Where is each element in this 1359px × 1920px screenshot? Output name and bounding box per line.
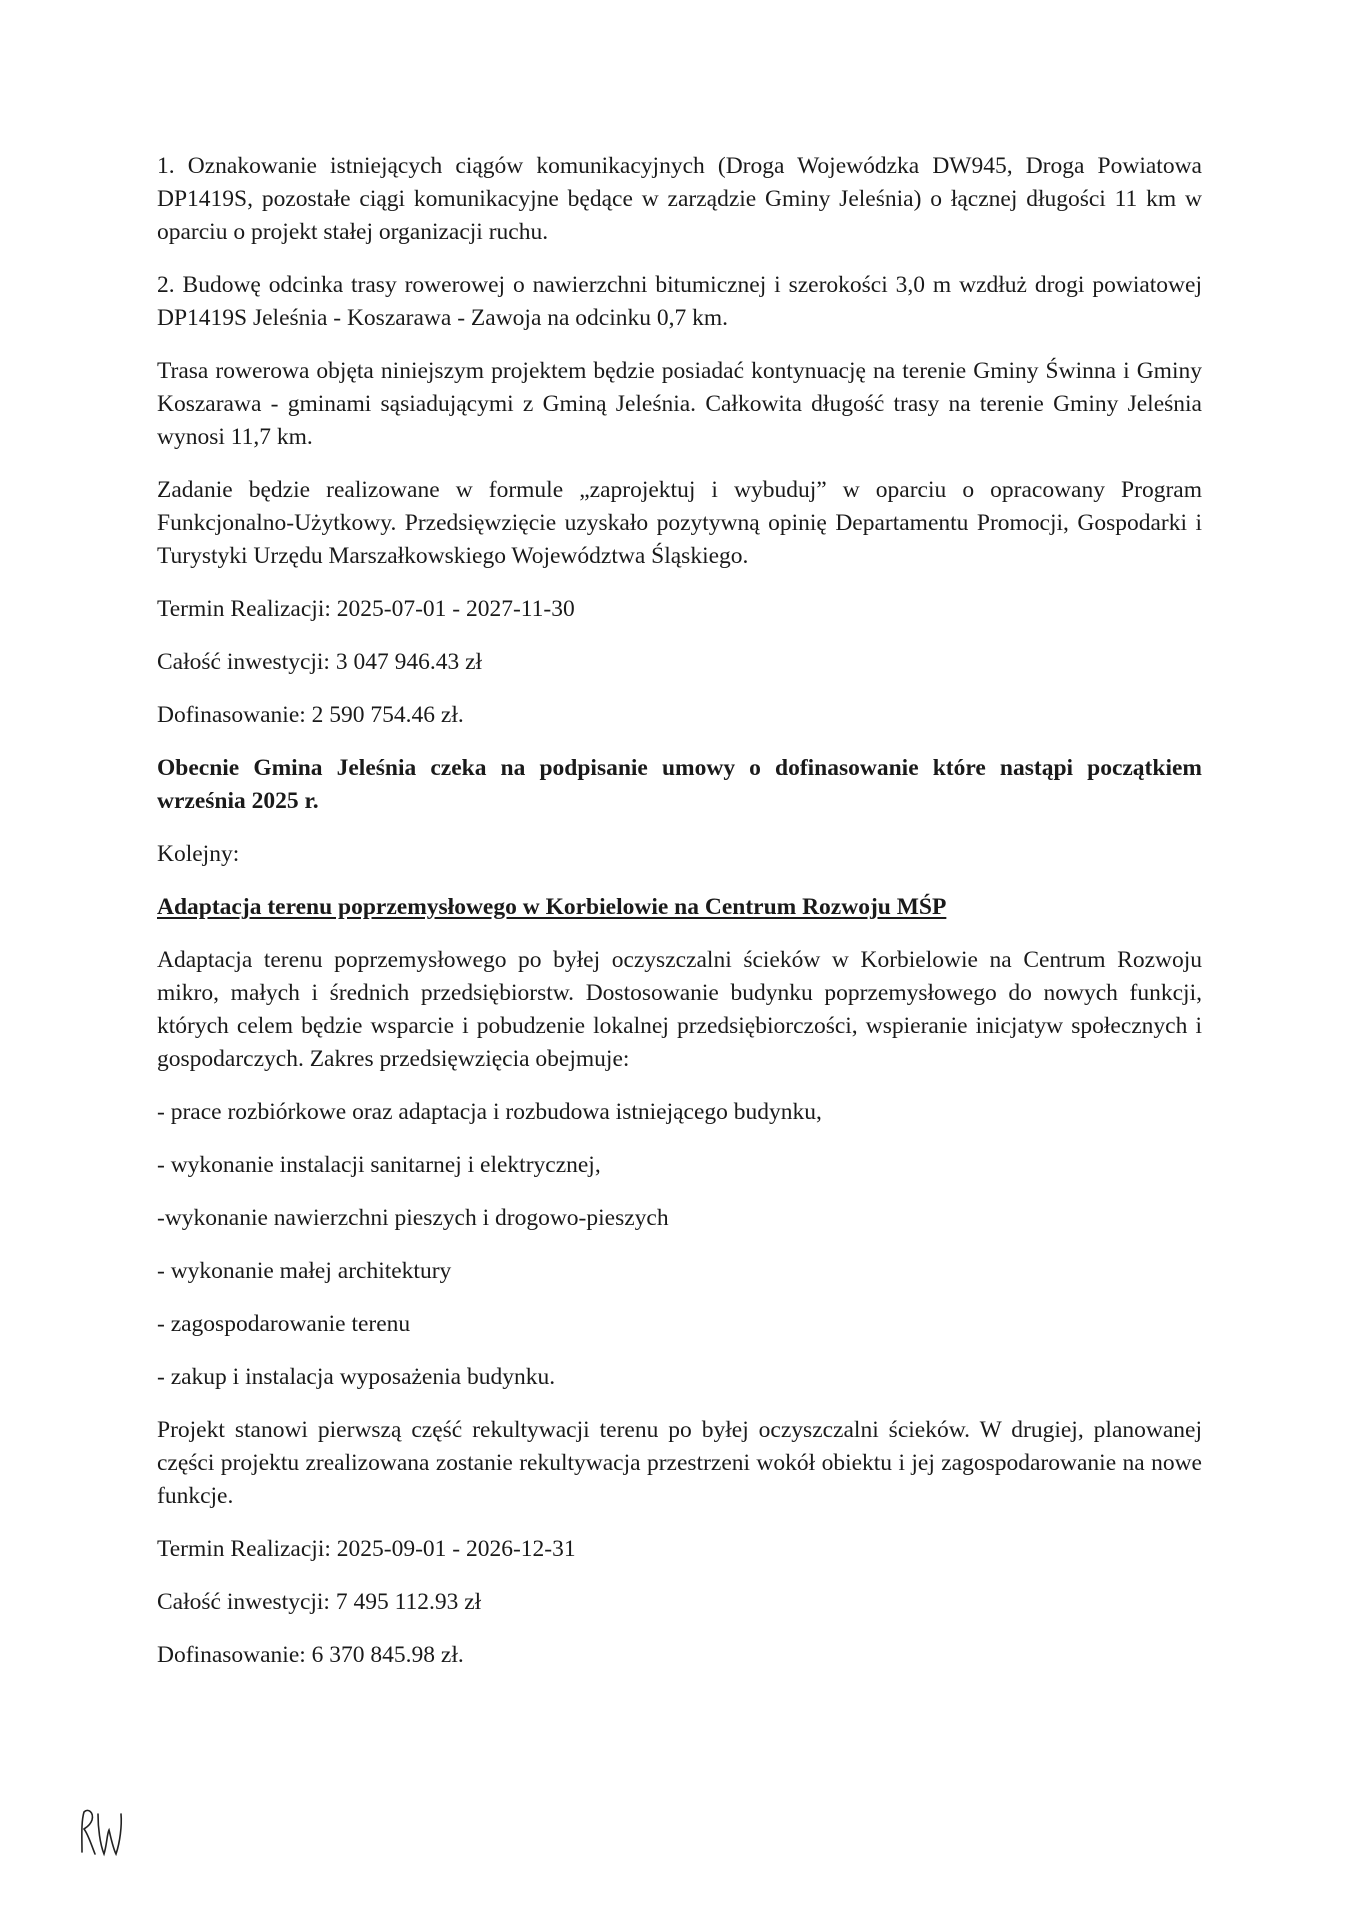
- scope-item: - zagospodarowanie terenu: [157, 1311, 411, 1337]
- bold-status-note: Obecnie Gmina Jeleśnia czeka na podpisanie umowy o dofinasowanie które nastąpi początkiem września 2025 r.: [157, 755, 1202, 814]
- scope-item: - zakup i instalacja wyposażenia budynku.: [157, 1364, 556, 1390]
- paragraph-reclamation: Projekt stanowi pierwszą część rekultywacji terenu po byłej oczyszczalni ścieków. W drugiej, planowanej części projektu zrealizowana zostanie rekultywacja przestrzeni wokół obiektu i jej zagospodarowanie na nowe funkcje.: [157, 1417, 1202, 1509]
- total-investment-2: Całość inwestycji: 7 495 112.93 zł: [157, 1589, 482, 1615]
- scope-item: -wykonanie nawierzchni pieszych i drogowo-pieszych: [157, 1205, 669, 1231]
- paragraph-signage: 1. Oznakowanie istniejących ciągów komunikacyjnych (Droga Wojewódzka DW945, Droga Powiatowa DP1419S, pozostałe ciągi komunikacyjne będące w zarządzie Gminy Jeleśnia) o łącznej długości 11 km w oparciu o projekt stałej organizacji ruchu.: [157, 153, 1202, 245]
- scope-item: - wykonanie małej architektury: [157, 1258, 452, 1284]
- realization-term-2: Termin Realizacji: 2025-09-01 - 2026-12-31: [157, 1536, 576, 1562]
- scope-item: - prace rozbiórkowe oraz adaptacja i rozbudowa istniejącego budynku,: [157, 1099, 822, 1125]
- co-financing-2: Dofinasowanie: 6 370 845.98 zł.: [157, 1642, 464, 1668]
- paragraph-bike-route: 2. Budowę odcinka trasy rowerowej o nawierzchni bitumicznej i szerokości 3,0 m wzdłuż drogi powiatowej DP1419S Jeleśnia - Koszarawa - Zawoja na odcinku 0,7 km.: [157, 272, 1202, 331]
- next-label: Kolejny:: [157, 841, 240, 867]
- realization-term-1: Termin Realizacji: 2025-07-01 - 2027-11-30: [157, 596, 575, 622]
- handwritten-initials-signature: [76, 1804, 126, 1860]
- total-investment-1: Całość inwestycji: 3 047 946.43 zł: [157, 649, 483, 675]
- co-financing-1: Dofinasowanie: 2 590 754.46 zł.: [157, 702, 464, 728]
- paragraph-adaptation: Adaptacja terenu poprzemysłowego po byłej oczyszczalni ścieków w Korbielowie na Centrum Rozwoju mikro, małych i średnich przedsiębiorstw. Dostosowanie budynku poprzemysłowego do nowych funkcji, których celem będzie wsparcie i pobudzenie lokalnej przedsiębiorczości, wspieranie inicjatyw społecznych i gospodarczych. Zakres przedsięwzięcia obejmuje:: [157, 947, 1202, 1072]
- scope-item: - wykonanie instalacji sanitarnej i elektrycznej,: [157, 1152, 601, 1178]
- document-page: [157, 150, 1202, 1672]
- paragraph-route-continuation: Trasa rowerowa objęta niniejszym projektem będzie posiadać kontynuację na terenie Gminy Świnna i Gminy Koszarawa - gminami sąsiadującymi z Gminą Jeleśnia. Całkowita długość trasy na terenie Gminy Jeleśnia wynosi 11,7 km.: [157, 358, 1202, 450]
- paragraph-design-build: Zadanie będzie realizowane w formule „zaprojektuj i wybuduj” w oparciu o opracowany Program Funkcjonalno-Użytkowy. Przedsięwzięcie uzyskało pozytywną opinię Departamentu Promocji, Gospodarki i Turystyki Urzędu Marszałkowskiego Województwa Śląskiego.: [157, 477, 1202, 569]
- section-heading: Adaptacja terenu poprzemysłowego w Korbielowie na Centrum Rozwoju MŚP: [157, 894, 947, 920]
